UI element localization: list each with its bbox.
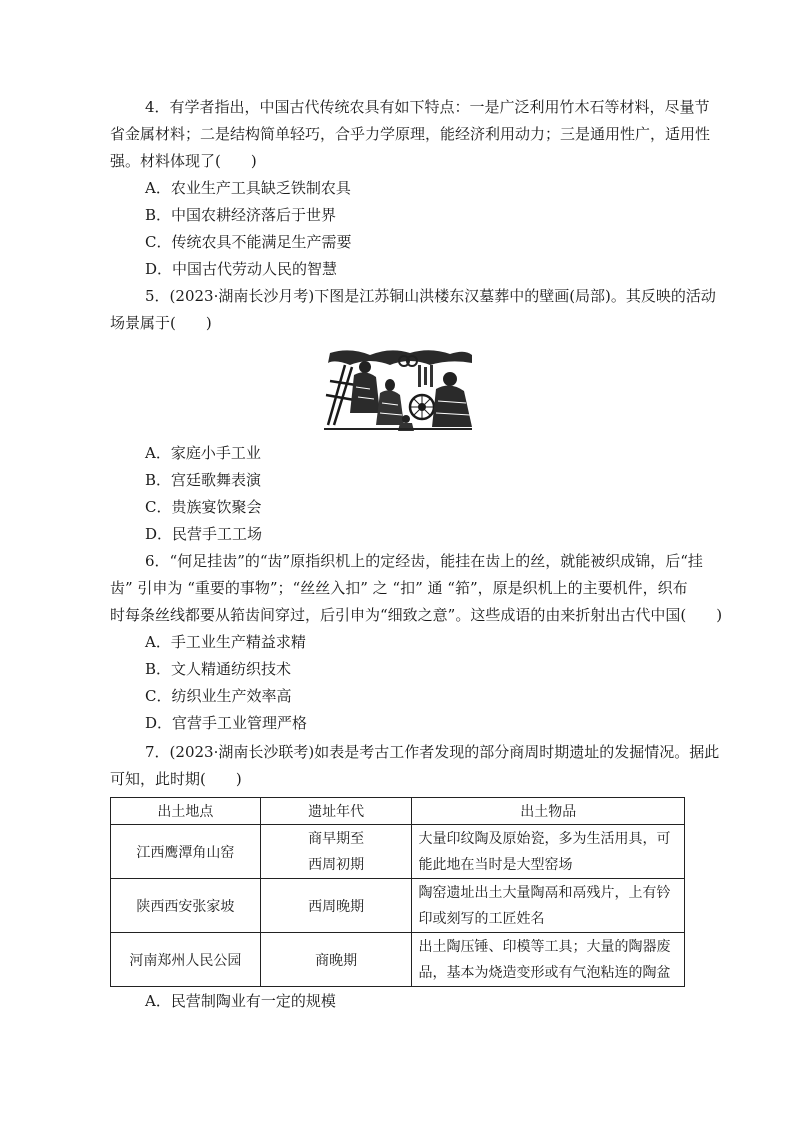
- q7-stem-line-1: 7．(2023·湖南长沙联考)如表是考古工作者发现的部分商周时期遗址的发掘情况。据此: [145, 743, 720, 761]
- q5-stem-line-1: 5．(2023·湖南长沙月考)下图是江苏铜山洪楼东汉墓葬中的壁画(局部)。其反映的活动: [145, 287, 716, 305]
- q7-stem-line-2: 可知，此时期( ): [110, 770, 242, 788]
- excavation-table: [110, 797, 685, 987]
- cell-era-line: 商早期至: [308, 830, 365, 847]
- cell-items-line: 大量印纹陶及原始瓷，多为生活用具，可: [418, 830, 671, 847]
- cell-place: 陕西西安张家坡: [111, 879, 261, 933]
- cell-era: 商晚期: [260, 933, 412, 987]
- cell-place: 江西鹰潭角山窑: [111, 825, 261, 879]
- cell-items-line: 出土陶压锤、印模等工具；大量的陶器废: [418, 938, 671, 955]
- cell-era: [260, 825, 412, 879]
- q4-option-d[interactable]: D．中国古代劳动人民的智慧: [145, 260, 338, 278]
- q4-stem-line-3: 强。材料体现了( ): [110, 152, 257, 170]
- cell-items: [412, 933, 685, 987]
- table-row: [111, 933, 685, 987]
- table-row: [111, 879, 685, 933]
- column-header-era: 遗址年代: [260, 798, 412, 825]
- q5-option-a[interactable]: A．家庭小手工业: [145, 444, 261, 462]
- q5-option-b[interactable]: B．宫廷歌舞表演: [145, 471, 262, 489]
- column-header-items: 出土物品: [412, 798, 685, 825]
- q4-option-c[interactable]: C．传统农具不能满足生产需要: [145, 233, 352, 251]
- column-header-place: 出土地点: [111, 798, 261, 825]
- q4-stem-line-1: 4．有学者指出，中国古代传统农具有如下特点：一是广泛利用竹木石等材料，尽量节: [145, 98, 710, 116]
- cell-items-line: 印或刻写的工匠姓名: [418, 910, 545, 927]
- cell-items: [412, 879, 685, 933]
- q4-option-b[interactable]: B．中国农耕经济落后于世界: [145, 206, 337, 224]
- cell-era: 西周晚期: [260, 879, 412, 933]
- q5-stem-line-2: 场景属于( ): [110, 314, 212, 332]
- table-row: [111, 825, 685, 879]
- q4-option-a[interactable]: A．农业生产工具缺乏铁制农具: [145, 179, 351, 197]
- q6-option-d[interactable]: D．官营手工业管理严格: [145, 714, 308, 732]
- q6-option-b[interactable]: B．文人精通纺织技术: [145, 660, 292, 678]
- han-tomb-mural-image: [320, 345, 475, 433]
- cell-items: [412, 825, 685, 879]
- cell-items-line: 品，基本为烧造变形或有气泡粘连的陶盆: [418, 964, 671, 981]
- cell-place: 河南郑州人民公园: [111, 933, 261, 987]
- cell-era-line: 西周初期: [308, 856, 365, 873]
- q6-stem-line-3: 时每条丝线都要从筘齿间穿过，后引申为“细致之意”。这些成语的由来折射出古代中国( ): [110, 606, 723, 624]
- q6-stem-line-2: 齿” 引申为 “重要的事物”；“丝丝入扣” 之 “扣” 通 “筘”，原是织机上的主要机件，织布: [110, 579, 688, 597]
- q7-option-a[interactable]: A．民营制陶业有一定的规模: [145, 992, 336, 1010]
- q5-option-d[interactable]: D．民营手工工场: [145, 525, 263, 543]
- cell-items-line: 陶窑遗址出土大量陶鬲和鬲残片，上有钤: [418, 884, 671, 901]
- q6-option-a[interactable]: A．手工业生产精益求精: [145, 633, 306, 651]
- q4-stem-line-2: 省金属材料；二是结构简单轻巧，合乎力学原理，能经济利用动力；三是通用性广，适用性: [110, 125, 711, 143]
- table-header-row: [111, 798, 685, 825]
- q6-option-c[interactable]: C．纺织业生产效率高: [145, 687, 292, 705]
- q6-stem-line-1: 6．“何足挂齿”的“齿”原指织机上的定经齿，能挂在齿上的丝，就能被织成锦，后“挂: [145, 552, 703, 570]
- cell-items-line: 能此地在当时是大型窑场: [418, 856, 573, 873]
- q5-option-c[interactable]: C．贵族宴饮聚会: [145, 498, 262, 516]
